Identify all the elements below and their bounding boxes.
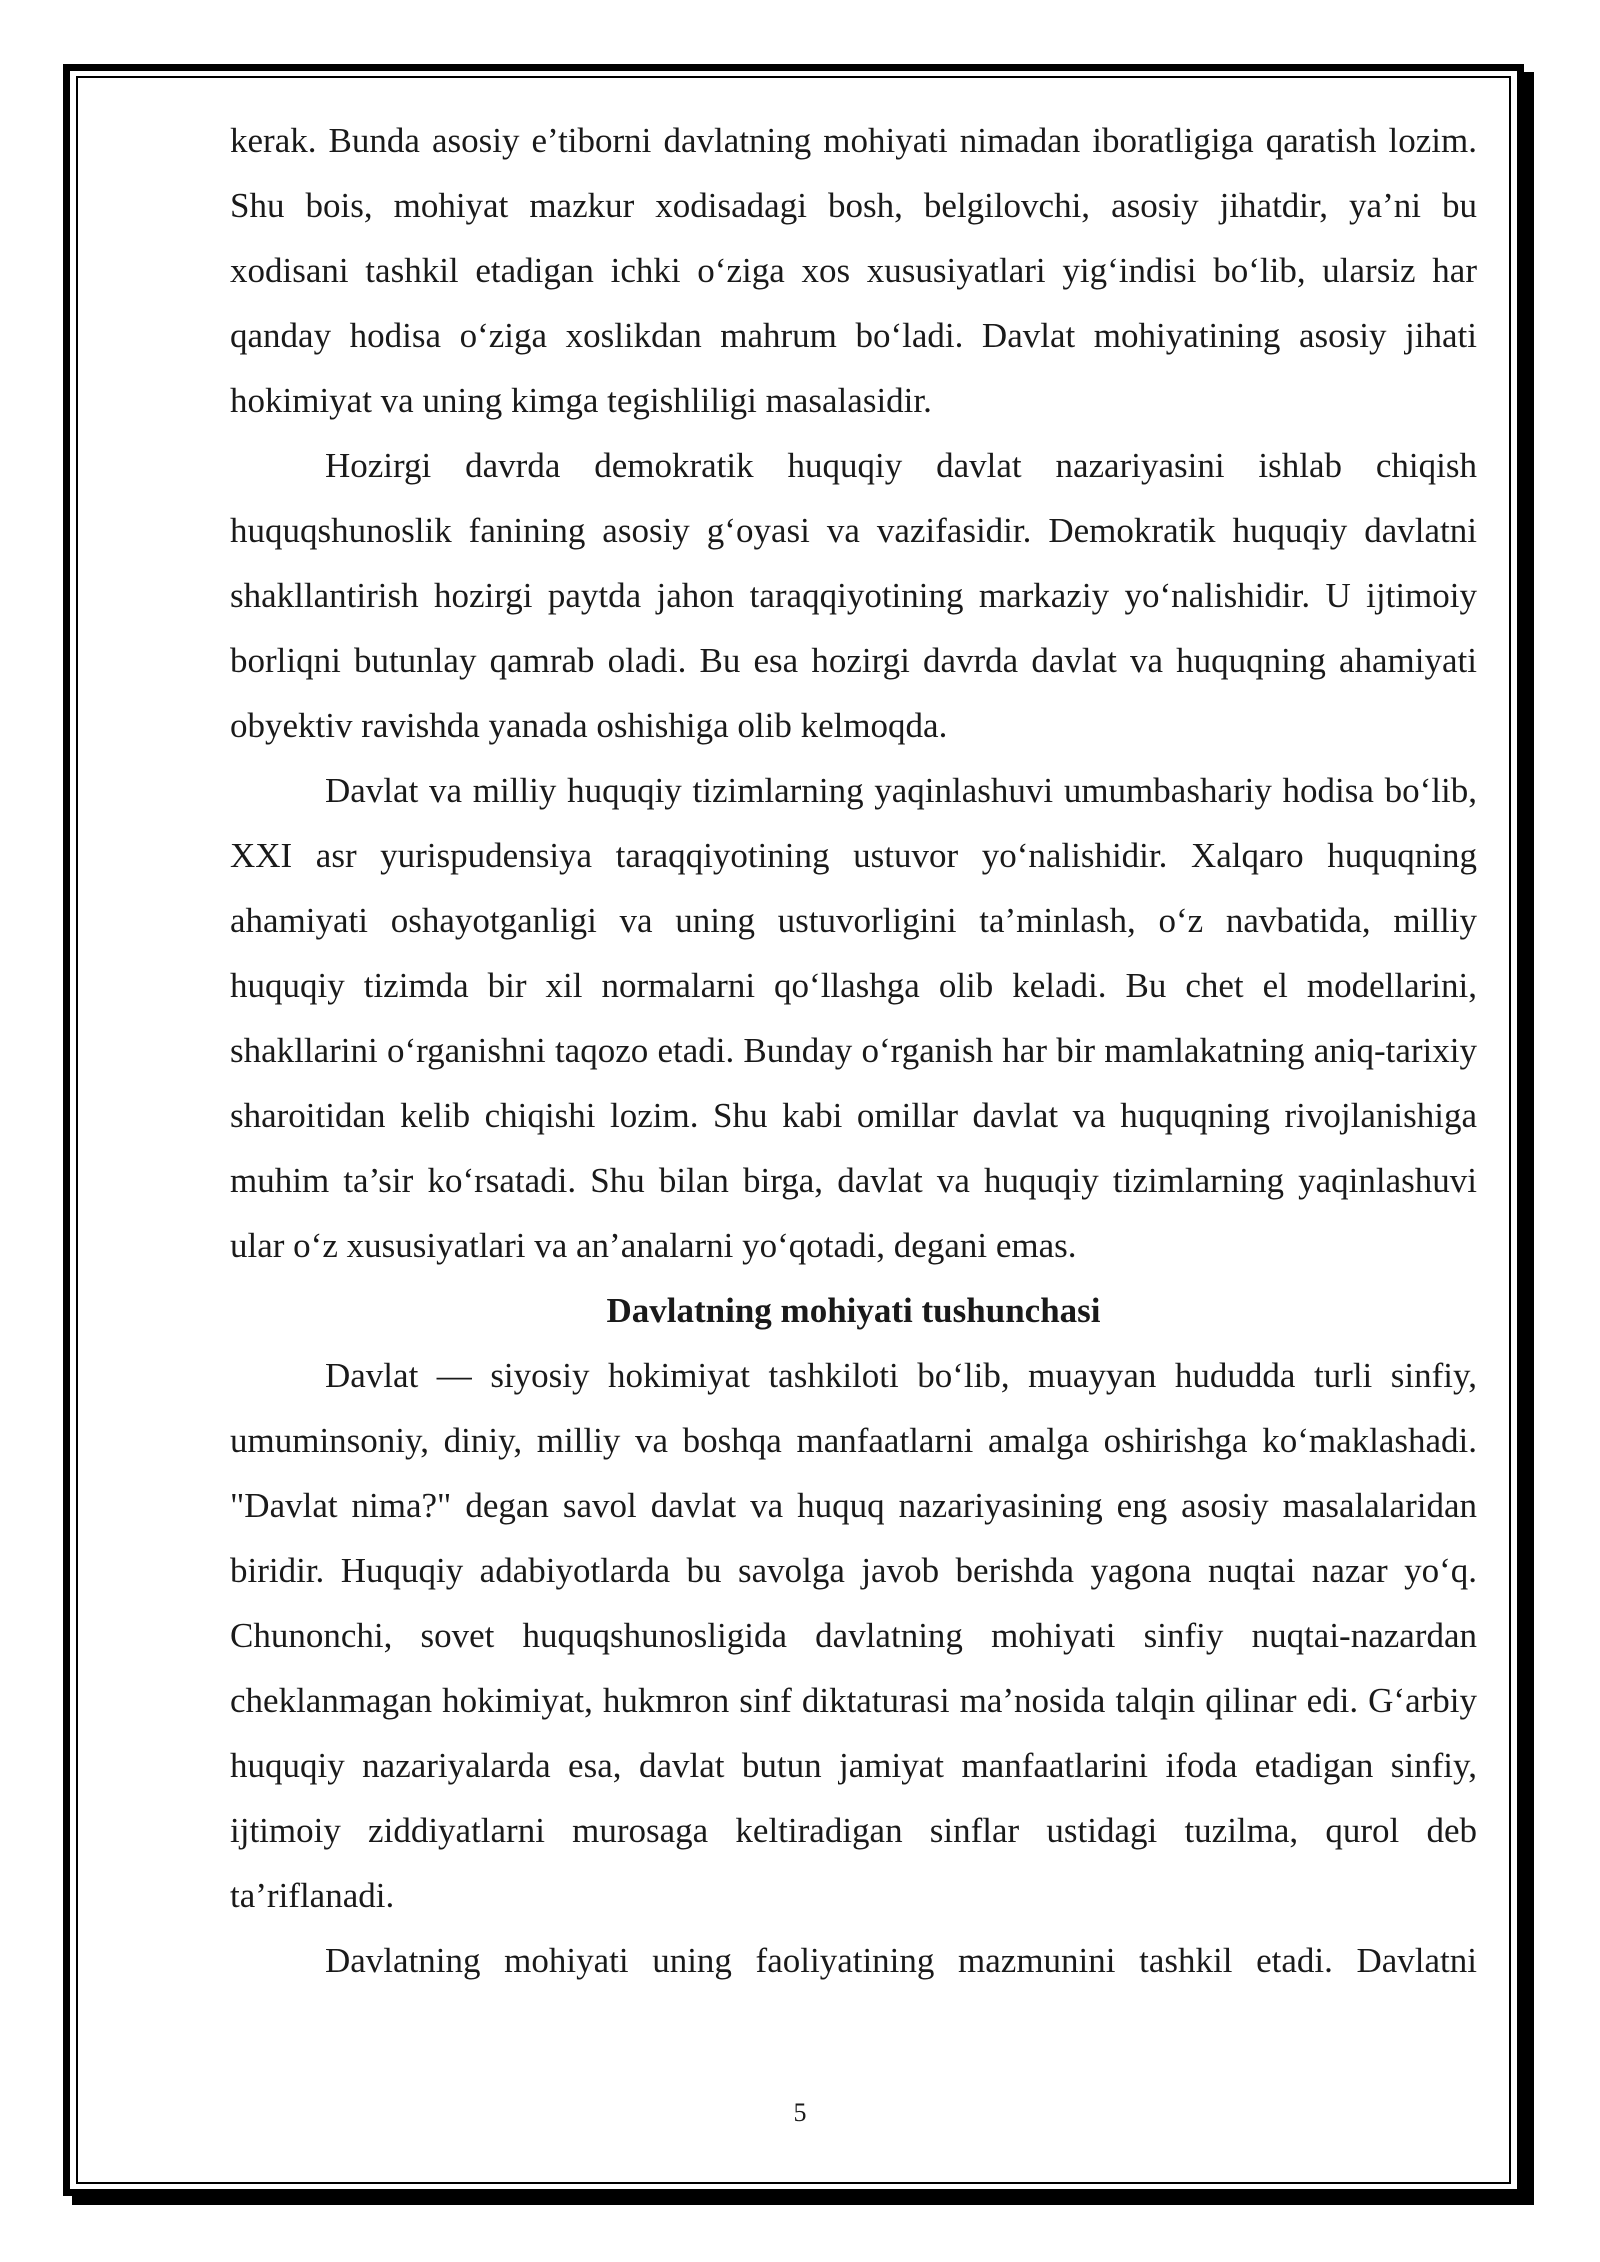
paragraph: Hozirgi davrda demokratik huquqiy davlat nazariyasini ishlab chiqish huquqshunoslik fanining asosiy g‘oyasi va vazifasidir. Demokratik huquqiy davlatni shakllantirish hozirgi paytda jahon taraqqiyotining markaziy yo‘nalishidir. U ijtimoiy borliqni butunlay qamrab oladi. Bu esa hozirgi davrda davlat va huquqning ahamiyati obyektiv ravishda yanada oshishiga olib kelmoqda.	[230, 446, 1477, 745]
document-body	[230, 108, 1477, 1993]
paragraph: Davlat — siyosiy hokimiyat tashkiloti bo‘lib, muayyan hududda turli sinfiy, umuminsoniy, diniy, milliy va boshqa manfaatlarni amalga oshirishga ko‘maklashadi. "Davlat nima?" degan savol davlat va huquq nazariyasining eng asosiy masalalaridan biridir. Huquqiy adabiyotlarda bu savolga javob berishda yagona nuqtai nazar yo‘q. Chunonchi, sovet huquqshunosligida davlatning mohiyati sinfiy nuqtai-nazardan cheklanmagan hokimiyat, hukmron sinf diktaturasi ma’nosida talqin qilinar edi. G‘arbiy huquqiy nazariyalarda esa, davlat butun jamiyat manfaatlarini ifoda etadigan sinfiy, ijtimoiy ziddiyatlarni murosaga keltiradigan sinflar ustidagi tuzilma, qurol deb ta’riflanadi.	[230, 1356, 1477, 1915]
page-border-shadow-bottom	[72, 2196, 1534, 2205]
paragraph: Davlat va milliy huquqiy tizimlarning yaqinlashuvi umumbashariy hodisa bo‘lib, XXI asr yurispudensiya taraqqiyotining ustuvor yo‘nalishidir. Xalqaro huquqning ahamiyati oshayotganligi va uning ustuvorligini ta’minlash, o‘z navbatida, milliy huquqiy tizimda bir xil normalarni qo‘llashga olib keladi. Bu chet el modellarini, shakllarini o‘rganishni taqozo etadi. Bunday o‘rganish har bir mamlakatning aniq-tarixiy sharoitidan kelib chiqishi lozim. Shu kabi omillar davlat va huquqning rivojlanishiga muhim ta’sir ko‘rsatadi. Shu bilan birga, davlat va huquqiy tizimlarning yaqinlashuvi ular o‘z xususiyatlari va an’analarni yo‘qotadi, degani emas.	[230, 771, 1477, 1265]
paragraph-continuation: kerak. Bunda asosiy e’tiborni davlatning mohiyati nimadan iboratligiga qaratish lozim. Shu bois, mohiyat mazkur xodisadagi bosh, belgilovchi, asosiy jihatdir, ya’ni bu xodisani tashkil etadigan ichki o‘ziga xos xususiyatlari yig‘indisi bo‘lib, ularsiz har qanday hodisa o‘ziga xoslikdan mahrum bo‘ladi. Davlat mohiyatining asosiy jihati hokimiyat va uning kimga tegishliligi masalasidir.	[230, 121, 1477, 420]
section-heading: Davlatning mohiyati tushunchasi	[606, 1291, 1101, 1330]
page-border-shadow-right	[1524, 72, 1534, 2204]
page-number: 5	[793, 2098, 807, 2127]
paragraph-continued: Davlatning mohiyati uning faoliyatining mazmunini tashkil etadi. Davlatni	[325, 1941, 1477, 1980]
